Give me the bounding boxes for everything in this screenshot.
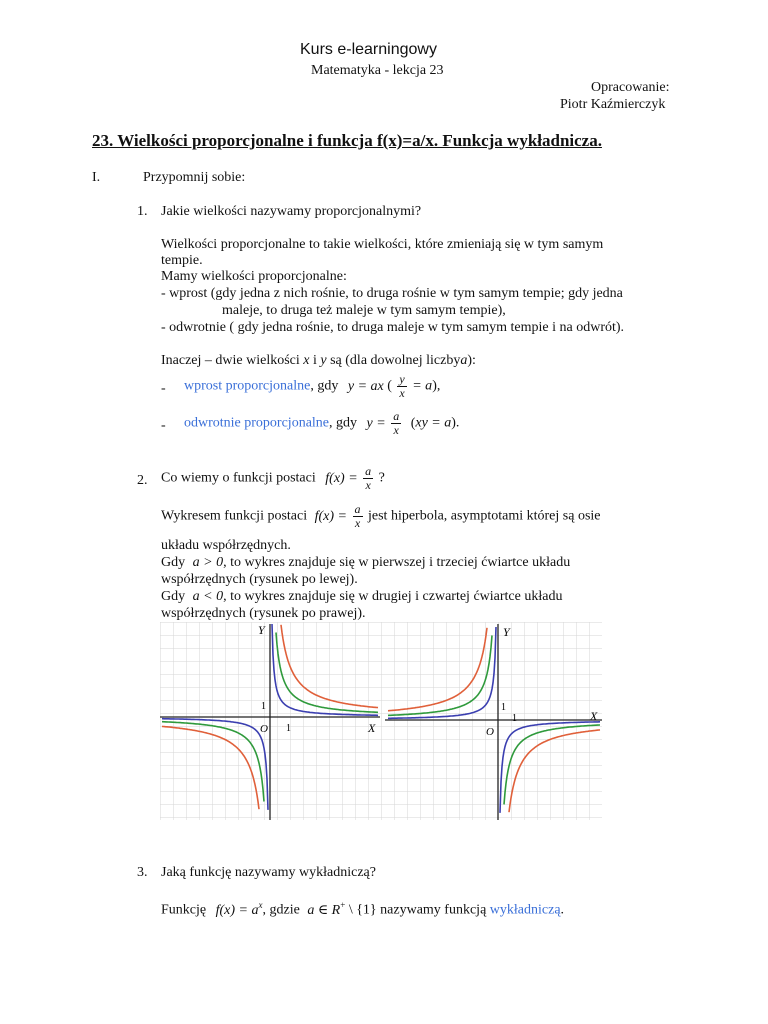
direct-dash: - xyxy=(161,381,166,396)
q3-question: Jaką funkcję nazywamy wykładniczą? xyxy=(161,865,376,880)
q1-para2: Mamy wielkości proporcjonalne: xyxy=(161,269,347,284)
direct-formula: y = ax xyxy=(347,378,384,394)
q2-qmark: ? xyxy=(378,470,385,486)
q2-fraction xyxy=(363,465,373,492)
q2-question-line xyxy=(161,465,385,492)
q2-pos-line xyxy=(161,555,570,571)
q2-pos-line2: współrzędnych (rysunek po lewej). xyxy=(161,572,358,587)
q2-graph-line2: układu współrzędnych. xyxy=(161,538,291,553)
section-numeral: I. xyxy=(92,170,101,185)
direct-when: , gdy xyxy=(310,378,339,394)
right-one-x: 1 xyxy=(512,713,517,724)
inverse-close-paren: ). xyxy=(451,415,460,431)
left-x-label: X xyxy=(368,721,376,735)
q2-graph-fraction xyxy=(353,503,363,530)
other-mid: są (dla dowolnej liczby xyxy=(330,353,461,368)
q2-pos-text: , to wykres znajduje się w pierwszej i trzeciej ćwiartce układu xyxy=(223,555,571,570)
lesson-subtitle: Matematyka - lekcja 23 xyxy=(311,63,444,78)
q2-graph-line xyxy=(161,503,601,530)
direct-frac-rhs: = a xyxy=(412,378,433,394)
q1-item2: - odwrotnie ( gdy jedna rośnie, to druga maleje w tym samym tempie i na odwrót). xyxy=(161,320,625,335)
course-title: Kurs e-learningowy xyxy=(300,41,437,58)
other-and: i xyxy=(313,353,317,368)
left-one-x: 1 xyxy=(286,723,291,734)
direct-open-paren: ( xyxy=(387,378,392,394)
q2-frac-den: x xyxy=(365,478,371,492)
other-a: a xyxy=(460,353,468,368)
q3-end: . xyxy=(560,902,565,918)
left-y-label: Y xyxy=(258,623,265,637)
direct-fraction xyxy=(397,373,406,400)
q1-other-line xyxy=(161,353,476,369)
direct-close-paren: ), xyxy=(432,378,441,394)
q2-neg-line xyxy=(161,589,562,605)
inverse-line xyxy=(184,410,459,437)
inverse-dash: - xyxy=(161,418,166,433)
q2-graph-prefix: Wykresem funkcji postaci xyxy=(161,508,308,524)
q2-pos-prefix: Gdy xyxy=(161,555,186,570)
q1-question: Jakie wielkości nazywamy proporcjonalnymi? xyxy=(161,204,422,219)
inverse-when: , gdy xyxy=(329,415,358,431)
right-x-label: X xyxy=(590,709,598,723)
q3-domain: a ∈ R xyxy=(307,902,341,918)
q2-graph-suffix: jest hiperbola, asymptotami której są osie xyxy=(368,508,601,524)
q3-term: wykładniczą xyxy=(489,902,561,918)
q3-plus: + xyxy=(340,900,346,910)
hyperbola-figure xyxy=(160,622,602,820)
inverse-lhs: y = xyxy=(366,415,386,431)
q3-prefix: Funkcję xyxy=(161,902,207,918)
inverse-frac-num: a xyxy=(393,409,400,423)
q3-definition xyxy=(161,900,564,919)
other-prefix: Inaczej – dwie wielkości xyxy=(161,353,300,368)
q3-middle: , gdzie xyxy=(262,902,300,918)
author-name: Piotr Kaźmierczyk xyxy=(560,97,666,112)
q2-question: Co wiemy o funkcji postaci xyxy=(161,470,316,486)
q1-item1-line2: maleje, to druga też maleje w tym samym tempie), xyxy=(222,303,506,318)
q1-para1-line1: Wielkości proporcjonalne to takie wielkości, które zmieniają się w tym samym xyxy=(161,237,604,252)
q2-neg-text: , to wykres znajduje się w drugiej i czwartej ćwiartce układu xyxy=(223,589,563,604)
inverse-open-paren: ( xyxy=(410,415,416,431)
direct-frac-den: x xyxy=(399,386,405,400)
inverse-frac-den: x xyxy=(393,423,399,437)
other-end: ): xyxy=(467,353,476,368)
q3-number: 3. xyxy=(137,865,148,880)
q2-pos-cond: a > 0 xyxy=(192,555,224,570)
inverse-paren: xy = a xyxy=(415,415,452,431)
q3-suffix: nazywamy funkcją xyxy=(380,902,487,918)
left-origin-label: O xyxy=(260,723,268,735)
inverse-label: odwrotnie proporcjonalne xyxy=(184,415,330,431)
q2-graph-frac-den: x xyxy=(354,516,361,530)
right-one-y: 1 xyxy=(501,702,506,713)
inverse-fraction xyxy=(391,410,401,437)
direct-line xyxy=(184,373,440,400)
q3-minus-set: \ {1} xyxy=(348,902,377,918)
page-title: 23. Wielkości proporcjonalne i funkcja f(x)=a/x. Funkcja wykładnicza. xyxy=(92,131,602,150)
q3-exponent: x xyxy=(258,900,263,910)
other-x: x xyxy=(303,353,310,368)
right-y-label: Y xyxy=(503,625,510,639)
right-origin-label: O xyxy=(486,726,494,738)
q2-neg-prefix: Gdy xyxy=(161,589,186,604)
other-y: y xyxy=(320,353,327,368)
direct-label: wprost proporcjonalne xyxy=(184,378,311,394)
q1-item1-line1: - wprost (gdy jedna z nich rośnie, to druga rośnie w tym samym tempie; gdy jedna xyxy=(161,286,623,301)
q2-frac-num: a xyxy=(365,464,372,478)
q1-number: 1. xyxy=(137,204,148,219)
q2-fx: f(x) = xyxy=(325,470,358,486)
prepared-label: Opracowanie: xyxy=(591,80,670,95)
q2-number: 2. xyxy=(137,473,148,488)
q2-neg-line2: współrzędnych (rysunek po prawej). xyxy=(161,606,366,621)
q2-graph-frac-num: a xyxy=(354,502,361,516)
q2-neg-cond: a < 0 xyxy=(192,589,224,604)
q3-formula: f(x) = a xyxy=(215,902,259,918)
direct-frac-num: y xyxy=(399,372,405,386)
section-label: Przypomnij sobie: xyxy=(143,170,246,185)
q2-graph-fx: f(x) = xyxy=(314,508,347,524)
left-one-y: 1 xyxy=(261,701,266,712)
q1-para1-line2: tempie. xyxy=(161,253,203,268)
